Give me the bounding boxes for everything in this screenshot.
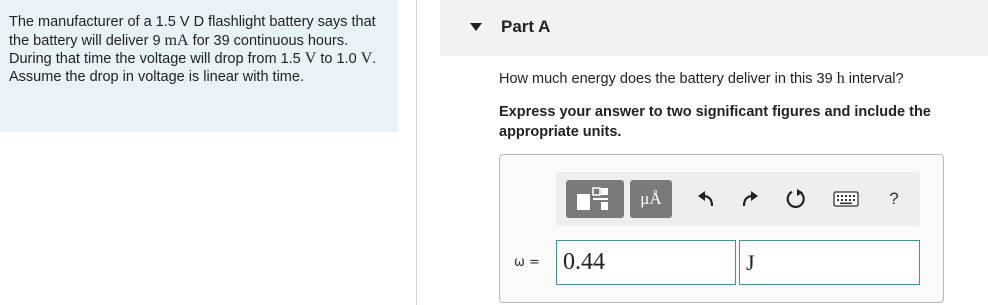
redo-button[interactable]: [736, 180, 764, 218]
part-title[interactable]: Part A: [501, 17, 551, 36]
unit-h: h: [836, 70, 845, 87]
redo-icon: [740, 190, 760, 208]
reset-button[interactable]: [782, 180, 810, 218]
undo-button[interactable]: [692, 180, 720, 218]
problem-statement: [9, 14, 389, 86]
column-divider: [416, 0, 417, 305]
answer-value-input[interactable]: [556, 240, 736, 285]
problem-text-2: for 39 continuous hours. During that time the voltage will drop from 1.5: [9, 32, 349, 67]
help-button[interactable]: [880, 180, 908, 218]
units-button[interactable]: [630, 180, 672, 218]
keyboard-icon: [833, 191, 859, 207]
templates-icon: [575, 186, 615, 212]
collapse-caret-icon[interactable]: [470, 23, 482, 31]
templates-button[interactable]: [566, 180, 624, 218]
undo-icon: [696, 190, 716, 208]
units-icon: μÅ: [640, 189, 662, 208]
help-icon: ?: [889, 189, 899, 208]
question-text: [499, 70, 904, 88]
question-text-before: How much energy does the battery deliver in this 39: [499, 71, 837, 87]
keyboard-button[interactable]: [830, 180, 862, 218]
math-toolbar: [556, 172, 920, 226]
question-text-after: interval?: [844, 71, 904, 87]
problem-panel: [0, 0, 398, 132]
answer-variable-label: ω =: [514, 255, 540, 270]
answer-unit-input[interactable]: [739, 240, 920, 285]
answer-instruction: Express your answer to two significant figures and include the appropriate units.: [499, 104, 931, 140]
unit-v-2: V: [360, 50, 373, 67]
reset-icon: [785, 188, 807, 210]
unit-ma: mA: [164, 31, 189, 49]
problem-text-4: . Assume the drop in voltage is linear with time.: [9, 51, 377, 85]
problem-text-1: The manufacturer of a 1.5 V D flashlight battery says that the battery will deliver 9: [9, 14, 376, 49]
unit-v-1: V: [304, 50, 317, 67]
problem-text-3: to 1.0: [316, 51, 361, 67]
